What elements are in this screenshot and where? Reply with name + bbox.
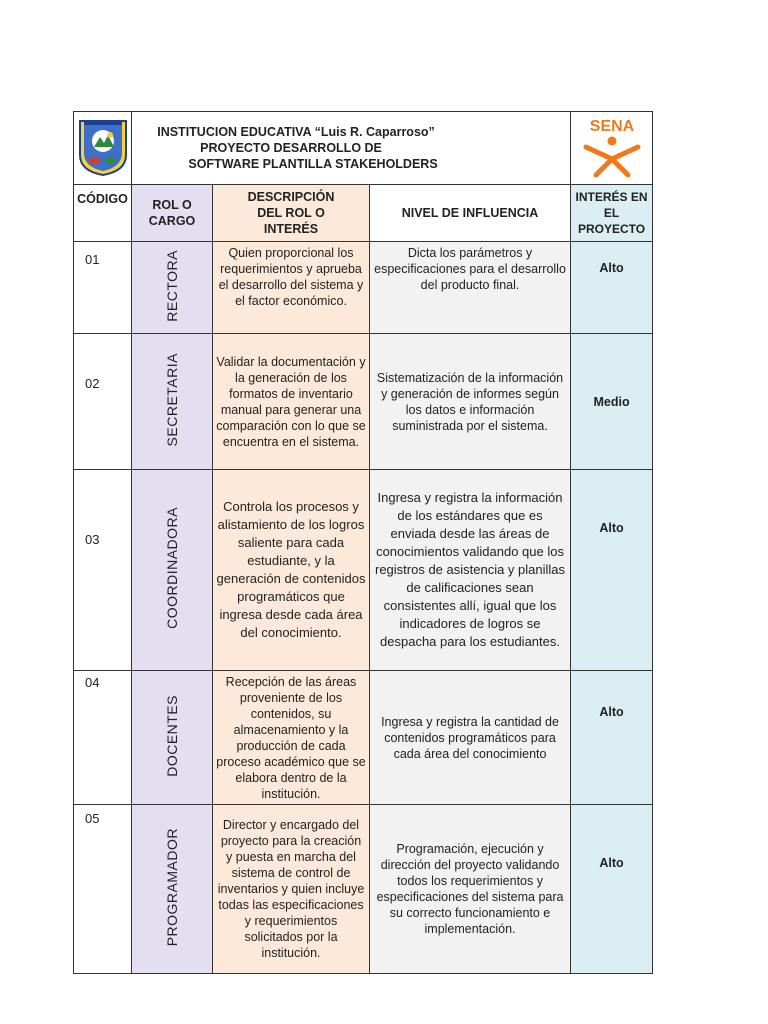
row-description: Controla los procesos y alistamiento de los logros saliente para cada estudiante, y la generación de contenidos programáticos que ingresa desde cada área del conocimiento. — [213, 470, 370, 671]
row-interest: Alto — [571, 805, 653, 974]
column-header-row — [74, 185, 653, 242]
col-interes: INTERÉS EN EL PROYECTO — [571, 185, 653, 242]
row-code: 03 — [74, 470, 132, 671]
col-descripcion: DESCRIPCIÓN DEL ROL O INTERÉS — [213, 185, 370, 242]
school-seal-icon — [76, 115, 130, 177]
title-line-2: PROYECTO DESARROLLO DE — [200, 141, 382, 155]
row-interest: Alto — [571, 242, 653, 334]
row-description: Quien proporcional los requerimientos y aprueba el desarrollo del sistema y el factor económico. — [213, 242, 370, 334]
table-row — [74, 470, 653, 671]
col-influencia: NIVEL DE INFLUENCIA — [370, 185, 571, 242]
row-code: 04 — [74, 671, 132, 805]
row-influence: Sistematización de la información y generación de informes según los datos e información suministrada por el sistema. — [370, 334, 571, 470]
col-codigo: CÓDIGO — [74, 185, 132, 242]
document-title — [132, 112, 571, 185]
table-row — [74, 805, 653, 974]
row-role: PROGRAMADOR — [132, 805, 213, 974]
stakeholders-table — [73, 111, 653, 974]
row-code: 01 — [74, 242, 132, 334]
title-line-3: SOFTWARE PLANTILLA STAKEHOLDERS — [188, 157, 438, 171]
row-description: Director y encargado del proyecto para la creación y puesta en marcha del sistema de control de inventarios y quien incluye todas las especificaciones y requerimientos solicitados por la institución. — [213, 805, 370, 974]
row-role: COORDINADORA — [132, 470, 213, 671]
row-interest: Medio — [571, 334, 653, 470]
row-interest: Alto — [571, 470, 653, 671]
row-description: Validar la documentación y la generación de los formatos de inventario manual para generar una comparación con lo que se encuentra en el sistema. — [213, 334, 370, 470]
table-row — [74, 671, 653, 805]
title-line-1: INSTITUCION EDUCATIVA “Luis R. Caparroso” — [157, 125, 435, 139]
row-role: DOCENTES — [132, 671, 213, 805]
row-code: 02 — [74, 334, 132, 470]
sena-logo-icon — [580, 113, 644, 179]
row-interest: Alto — [571, 671, 653, 805]
row-role: SECRETARIA — [132, 334, 213, 470]
row-influence: Ingresa y registra la cantidad de contenidos programáticos para cada área del conocimiento — [370, 671, 571, 805]
school-logo — [74, 112, 132, 185]
table-row — [74, 334, 653, 470]
row-influence: Dicta los parámetros y especificaciones para el desarrollo del producto final. — [370, 242, 571, 334]
sena-logo — [571, 112, 653, 185]
sena-logo-text: SENA — [589, 118, 634, 135]
table-row — [74, 242, 653, 334]
header-row — [74, 112, 653, 185]
row-influence: Ingresa y registra la información de los estándares que es enviada desde las áreas de conocimientos validando que los registros de asistencia y planillas de calificaciones sean consistentes allí, igual que los indicadores de logros se despacha para los estudiantes. — [370, 470, 571, 671]
row-role: RECTORA — [132, 242, 213, 334]
col-rol: ROL O CARGO — [132, 185, 213, 242]
row-code: 05 — [74, 805, 132, 974]
row-influence: Programación, ejecución y dirección del proyecto validando todos los requerimientos y especificaciones del sistema para su correcto funcionamiento e implementación. — [370, 805, 571, 974]
row-description: Recepción de las áreas proveniente de los contenidos, su almacenamiento y la producción de cada proceso académico que se elabora dentro de la institución. — [213, 671, 370, 805]
